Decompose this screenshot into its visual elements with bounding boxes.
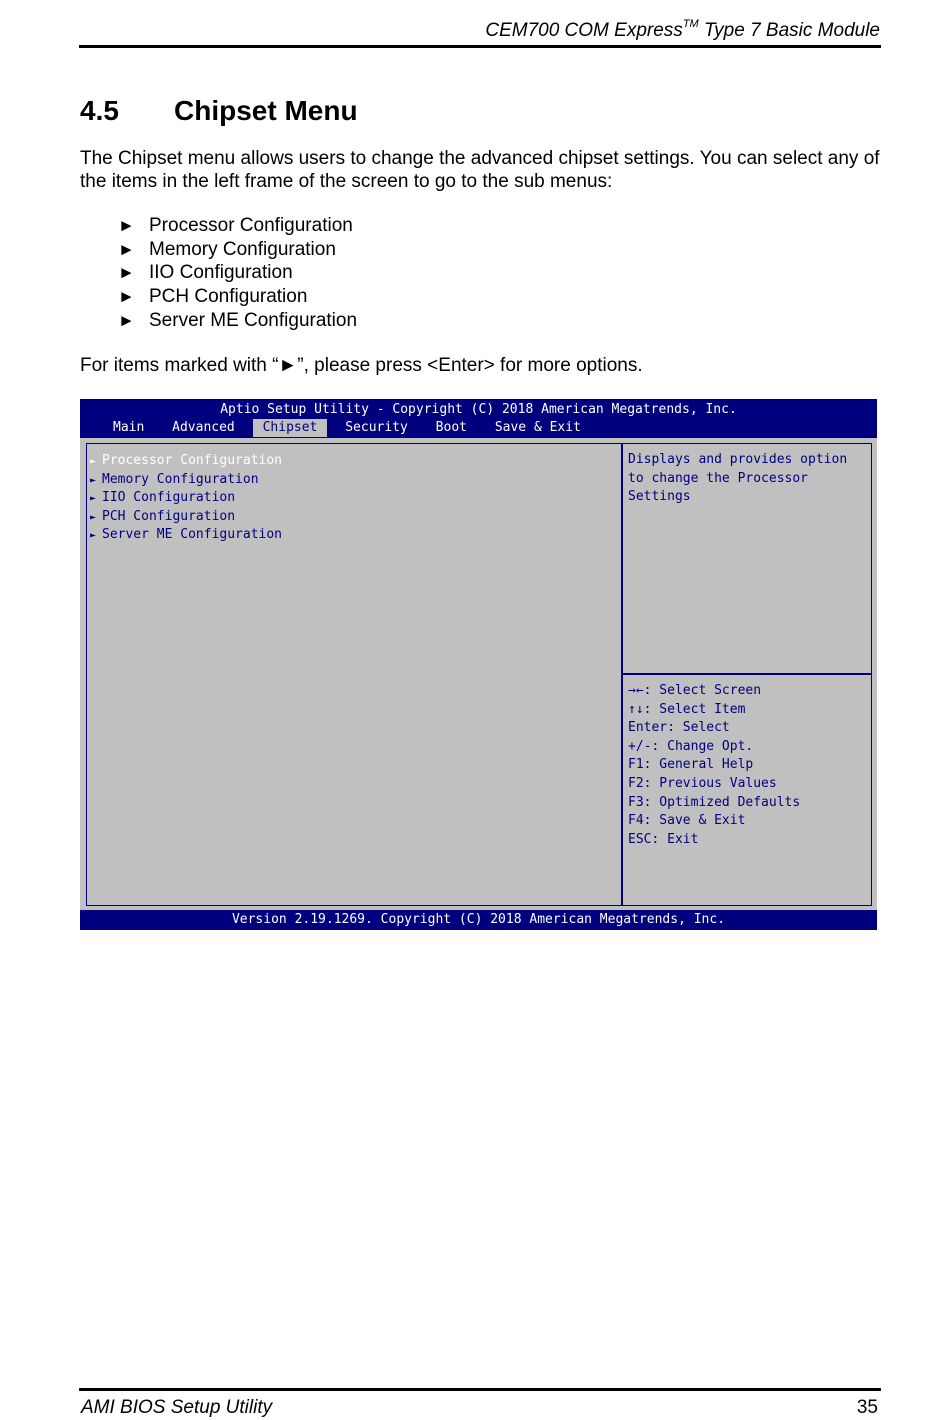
bullet-label: Processor Configuration — [149, 215, 353, 236]
bullet-item — [118, 238, 357, 262]
triangle-right-icon: ► — [90, 456, 97, 467]
menu-item-memory-configuration[interactable] — [90, 471, 282, 490]
footer-chapter: AMI BIOS Setup Utility — [81, 1397, 273, 1418]
bios-screenshot — [80, 399, 877, 930]
key-hint-esc: ESC: Exit — [628, 831, 699, 847]
menu-item-label: Server ME Configuration — [102, 527, 283, 543]
menu-item-server-me-configuration[interactable] — [90, 526, 282, 545]
menu-item-processor-configuration[interactable] — [90, 452, 282, 471]
bios-title-bar — [80, 399, 877, 438]
tab-security[interactable]: Security — [345, 420, 408, 435]
submenu-bullet-list — [118, 214, 357, 333]
help-text: Displays and provides option to change the Processor Settings — [628, 452, 848, 504]
menu-item-label: Memory Configuration — [102, 471, 259, 487]
header-title: CEM700 COM Express — [485, 20, 683, 41]
tab-main[interactable]: Main — [113, 420, 145, 435]
triangle-right-icon: ► — [90, 474, 97, 486]
enter-note: For items marked with “►”, please press <Enter> for more options. — [80, 355, 643, 376]
triangle-right-icon: ► — [118, 216, 135, 235]
bullet-item — [118, 261, 357, 285]
bullet-label: Server ME Configuration — [149, 309, 358, 331]
key-hint-select-screen: →←: Select Screen — [628, 683, 762, 698]
menu-item-pch-configuration[interactable] — [90, 508, 282, 527]
key-hint-enter: Enter: Select — [628, 720, 730, 736]
key-hint-change-opt: +/-: Change Opt. — [628, 738, 754, 754]
menu-item-label: PCH Configuration — [102, 508, 236, 524]
bullet-item — [118, 285, 357, 309]
key-hint-select-item: ↑↓: Select Item — [628, 701, 746, 717]
key-legend — [628, 682, 800, 849]
tab-boot[interactable]: Boot — [435, 420, 467, 435]
menu-item-label: Processor Configuration — [102, 453, 283, 468]
triangle-right-icon: ► — [90, 493, 97, 505]
header-title-rest: Type 7 Basic Module — [698, 20, 880, 41]
footer-rule — [79, 1388, 881, 1391]
bullet-label: PCH Configuration — [149, 286, 308, 308]
key-hint-f2: F2: Previous Values — [628, 775, 777, 791]
bios-tab-bar — [103, 419, 591, 437]
bullet-label: IIO Configuration — [149, 262, 293, 284]
tab-chipset[interactable]: Chipset — [253, 419, 328, 437]
menu-item-label: IIO Configuration — [102, 490, 236, 506]
triangle-right-icon: ► — [118, 239, 135, 259]
tab-advanced[interactable]: Advanced — [172, 420, 235, 435]
intro-paragraph: The Chipset menu allows users to change the advanced chipset settings. You can select any of the items in the left frame of the screen to go to the sub menus: — [80, 148, 880, 192]
section-number: 4.5 — [80, 95, 119, 126]
menu-item-iio-configuration[interactable] — [90, 489, 282, 508]
header-rule — [79, 45, 881, 48]
triangle-right-icon: ► — [90, 530, 97, 542]
key-hint-f1: F1: General Help — [628, 757, 754, 773]
section-heading — [80, 94, 358, 128]
triangle-right-icon: ► — [90, 511, 97, 523]
section-title: Chipset Menu — [174, 95, 358, 126]
bios-title: Aptio Setup Utility - Copyright (C) 2018 American Megatrends, Inc. — [220, 402, 737, 417]
triangle-right-icon: ► — [118, 310, 135, 330]
key-hint-f3: F3: Optimized Defaults — [628, 794, 801, 810]
page-number: 35 — [856, 1397, 878, 1418]
bios-status-bar — [80, 910, 877, 930]
tab-save-exit[interactable]: Save & Exit — [494, 420, 581, 435]
bullet-item — [118, 309, 357, 333]
triangle-right-icon: ► — [118, 287, 135, 307]
bios-menu-list — [90, 452, 282, 545]
running-header — [80, 18, 880, 44]
key-hint-f4: F4: Save & Exit — [628, 813, 746, 829]
bullet-label: Memory Configuration — [149, 238, 336, 260]
bullet-item — [118, 214, 357, 238]
bios-version: Version 2.19.1269. Copyright (C) 2018 American Megatrends, Inc. — [231, 912, 726, 927]
triangle-right-icon: ► — [118, 263, 135, 283]
trademark-mark: TM — [682, 18, 699, 30]
